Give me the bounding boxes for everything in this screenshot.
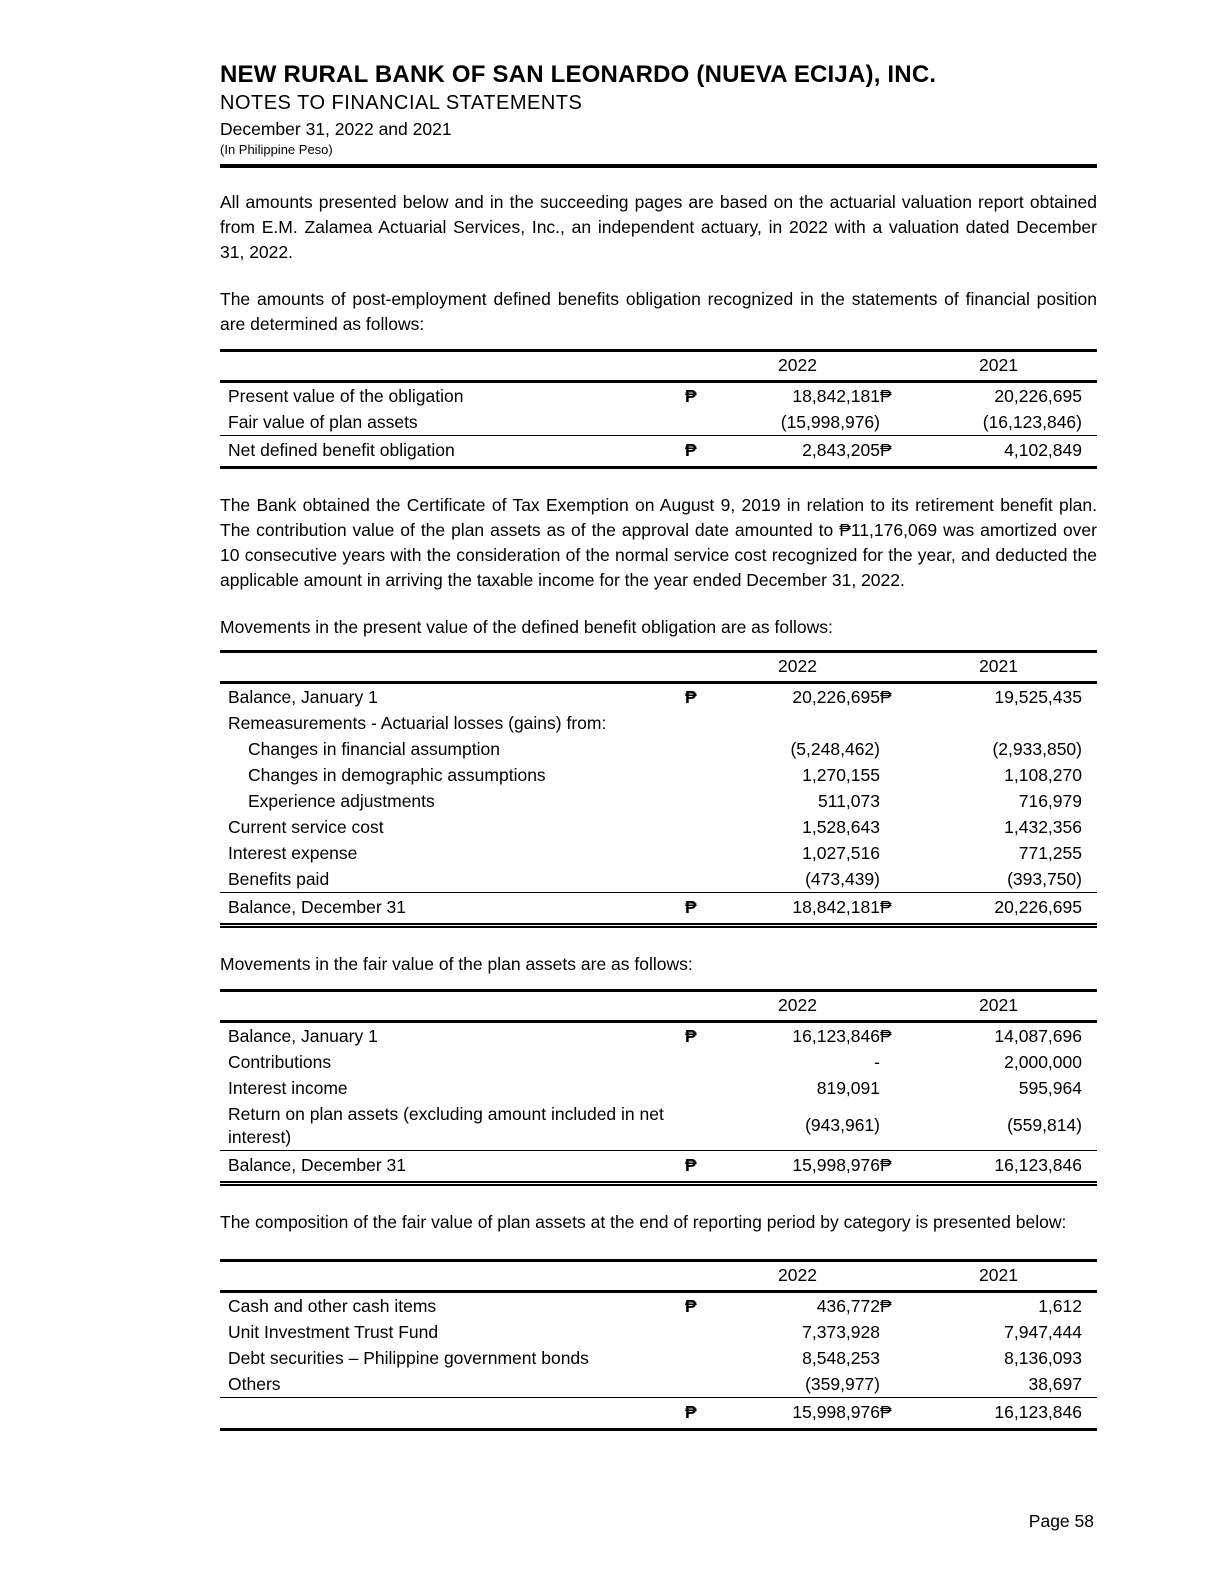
paragraph-tax-exemption: The Bank obtained the Certificate of Tax Exemption on August 9, 2019 in relation to its retirement benefit plan. The contribution value of the plan assets as of the approval date amounted to ₱11,176,069 was amortized over 10 consecutive years with the consideration of the normal service cost recognized for the year, and deducted the applicable amount in arriving the taxable income for the year ended December 31, 2022. [220,495,1097,590]
column-header-2022: 2022 [715,351,880,382]
value-2022: (943,961) [805,1115,880,1135]
table-row [220,1049,1097,1075]
table-row [220,1101,1097,1151]
paragraph-composition-intro: The composition of the fair value of plan assets at the end of reporting period by category is presented below: [220,1212,1067,1232]
peso-symbol: ₱ [880,436,915,468]
column-header-2021: 2021 [915,991,1097,1022]
table-obligation-position [220,349,1097,469]
table-row [220,409,1097,436]
value-2021: 595,964 [1018,1077,1082,1098]
value-2021: 20,226,695 [915,893,1097,926]
row-label: Present value of the obligation [228,385,464,406]
row-label: Fair value of plan assets [228,411,418,432]
value-2021: 1,612 [1038,1295,1082,1316]
value-2022: 511,073 [818,790,880,811]
paragraph-actuarial-valuation: All amounts presented below and in the succeeding pages are based on the actuarial valuation report obtained from E.M. Zalamea Actuarial Services, Inc., an independent actuary, in 2022 with a valuation dated December 31, 2022. [220,192,1097,262]
value-2022: (359,977) [805,1373,880,1394]
value-2021: (2,933,850) [992,738,1082,759]
peso-symbol: ₱ [880,893,915,926]
table-row [220,814,1097,840]
value-2022: 819,091 [816,1077,880,1098]
peso-symbol: ₱ [685,1025,697,1046]
row-label: Interest income [228,1077,348,1098]
value-2021: 771,255 [1018,842,1082,863]
value-2021: 7,947,444 [1004,1321,1082,1342]
header-rule [220,164,1097,168]
value-2022: 20,226,695 [792,686,880,707]
table-row [220,382,1097,410]
row-label: Balance, January 1 [228,686,378,707]
value-2022: - [874,1051,880,1072]
table-row [220,1319,1097,1345]
peso-symbol: ₱ [880,686,892,707]
document-header [220,60,1097,168]
table-total-row [220,893,1097,926]
value-2022: 15,998,976 [715,1398,880,1430]
value-2022: 436,772 [816,1295,880,1316]
table-row [220,1292,1097,1320]
column-header-2021: 2021 [915,351,1097,382]
table-row [220,840,1097,866]
peso-symbol: ₱ [685,1295,697,1316]
table-row [220,762,1097,788]
column-header-2022: 2022 [715,991,880,1022]
peso-symbol: ₱ [685,686,697,707]
column-header-2021: 2021 [915,652,1097,683]
table-total-row [220,436,1097,468]
peso-symbol: ₱ [685,1151,715,1184]
peso-symbol: ₱ [685,436,715,468]
page-content [220,60,1097,1431]
value-2021: (16,123,846) [982,411,1082,432]
row-label: Contributions [228,1051,332,1072]
row-label: Benefits paid [228,868,330,889]
value-2022: 18,842,181 [792,385,880,406]
row-label: Experience adjustments [248,790,435,811]
paragraph-plan-assets-intro: Movements in the fair value of the plan assets are as follows: [220,954,693,974]
table-row [220,1022,1097,1050]
row-label: Cash and other cash items [228,1295,437,1316]
value-2022: 1,027,516 [802,842,880,863]
peso-symbol: ₱ [880,1295,892,1316]
row-label: Debt securities – Philippine government bonds [228,1347,589,1368]
peso-symbol: ₱ [880,1151,915,1184]
table-row [220,866,1097,893]
value-2021: 14,087,696 [994,1025,1082,1046]
value-2021: 16,123,846 [915,1398,1097,1430]
value-2022: 1,528,643 [802,816,880,837]
value-2022: (15,998,976) [780,411,880,432]
value-2021: 716,979 [1018,790,1082,811]
row-label: Return on plan assets (excluding amount included in net interest) [228,1103,664,1147]
table-header-row [220,1261,1097,1292]
value-2021: 20,226,695 [994,385,1082,406]
peso-symbol: ₱ [685,1398,715,1430]
value-2021: 19,525,435 [994,686,1082,707]
table-total-row [220,1398,1097,1430]
table-plan-assets-movements [220,989,1097,1186]
value-2022: 1,270,155 [802,764,880,785]
table-total-row [220,1151,1097,1184]
value-2022: 16,123,846 [792,1025,880,1046]
statement-date: December 31, 2022 and 2021 [220,119,452,139]
table-header-row [220,351,1097,382]
value-2021: 8,136,093 [1004,1347,1082,1368]
value-2022: (5,248,462) [790,738,880,759]
table-header-row [220,991,1097,1022]
row-label: Balance, December 31 [220,893,685,926]
value-2022: 18,842,181 [715,893,880,926]
bank-name: NEW RURAL BANK OF SAN LEONARDO (NUEVA ECIJA), INC. [220,61,937,88]
peso-symbol: ₱ [685,385,697,406]
row-label: Changes in demographic assumptions [248,764,546,785]
row-label: Interest expense [228,842,358,863]
table-row [220,1371,1097,1398]
table-row [220,788,1097,814]
table-row [220,710,1097,736]
table-asset-composition [220,1259,1097,1431]
page-number: Page 58 [1028,1511,1094,1531]
paragraph-obligation-intro: The amounts of post-employment defined benefits obligation recognized in the statements of financial position are determined as follows: [220,289,1097,334]
value-2021: 2,000,000 [1004,1051,1082,1072]
table-header-row [220,652,1097,683]
column-header-2021: 2021 [915,1261,1097,1292]
currency-note: (In Philippine Peso) [220,142,333,157]
value-2021: (393,750) [1007,868,1082,889]
table-row [220,1345,1097,1371]
table-row [220,736,1097,762]
column-header-2022: 2022 [715,1261,880,1292]
paragraph-dbo-movements-intro: Movements in the present value of the defined benefit obligation are as follows: [220,617,833,637]
row-label: Net defined benefit obligation [220,436,685,468]
document-title: NOTES TO FINANCIAL STATEMENTS [220,92,583,114]
value-2022: 2,843,205 [715,436,880,468]
peso-symbol: ₱ [880,1025,892,1046]
row-label: Remeasurements - Actuarial losses (gains) from: [228,712,607,733]
value-2021: 1,108,270 [1004,764,1082,785]
peso-symbol: ₱ [880,385,892,406]
value-2021: 16,123,846 [915,1151,1097,1184]
row-label: Current service cost [228,816,384,837]
value-2021: 38,697 [1028,1373,1082,1394]
value-2022: 8,548,253 [802,1347,880,1368]
peso-symbol: ₱ [685,893,715,926]
value-2021: 4,102,849 [915,436,1097,468]
value-2021: (559,814) [1007,1115,1082,1135]
column-header-2022: 2022 [715,652,880,683]
row-label: Others [228,1373,281,1394]
row-label: Changes in financial assumption [248,738,500,759]
peso-symbol: ₱ [880,1398,915,1430]
value-2022: 15,998,976 [715,1151,880,1184]
value-2022: 7,373,928 [802,1321,880,1342]
value-2022: (473,439) [805,868,880,889]
table-dbo-movements [220,650,1097,928]
value-2021: 1,432,356 [1004,816,1082,837]
row-label: Unit Investment Trust Fund [228,1321,439,1342]
table-row [220,1075,1097,1101]
row-label: Balance, December 31 [220,1151,685,1184]
table-row [220,683,1097,711]
row-label: Balance, January 1 [228,1025,378,1046]
